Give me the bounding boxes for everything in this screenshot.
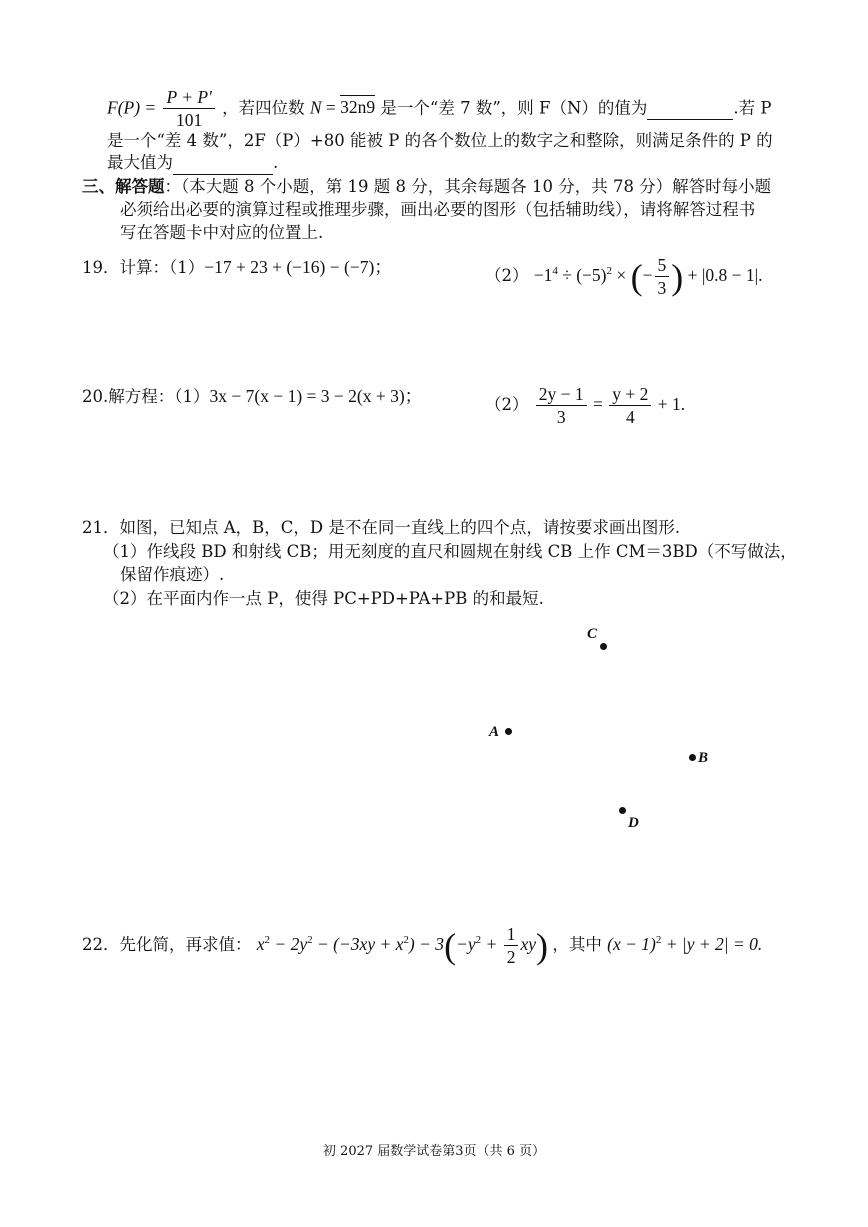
q19-expr1: −17 + 23 + (−16) − (−7)；: [204, 257, 392, 277]
q18-formula-line: [107, 88, 772, 130]
q20-expr2: [534, 384, 686, 428]
q19-term-d: + |0.8 − 1|.: [683, 264, 763, 285]
left-paren: (: [630, 256, 643, 297]
q22-cond-label: ，其中: [552, 934, 602, 954]
q18-text-a: ，若四位数: [222, 98, 305, 118]
n-digits: 32n9: [340, 97, 376, 118]
q22-expr: [256, 924, 553, 968]
section3-line1-rest: ：（本大题 8 个小题，第 19 题 8 分，其余每题各 10 分，共 78 分）解答时每小题: [164, 177, 772, 196]
q20-label: 20.解方程：（1）: [82, 387, 210, 406]
q22-term-d: ) − 3: [408, 933, 445, 954]
q22-exp-c: 2: [403, 934, 409, 947]
page-footer: 初 2027 届数学试卷第3页（共 6 页）: [322, 1144, 546, 1159]
q20-part2-label: （2）: [485, 394, 529, 414]
point-d: [619, 807, 626, 814]
q20-expr1: 3x − 7(x − 1) = 3 − 2(x + 3)；: [209, 386, 423, 406]
f-of-p: F(P) =: [107, 97, 157, 118]
q19-times: ×: [612, 264, 631, 285]
q20-fraction-1: [536, 385, 587, 427]
q22-label: 22．先化简，再求值：: [82, 934, 252, 954]
q18-line3-text: 最大值为: [107, 153, 173, 172]
section3-line3: 写在答题卡中对应的位置上.: [120, 223, 324, 242]
fraction-numerator: 5: [655, 256, 670, 277]
q20-tail: + 1.: [653, 393, 686, 414]
q19-label: 19．计算：（1）: [82, 258, 205, 277]
right-paren: ): [536, 925, 548, 966]
q19-exp-a: 4: [552, 265, 558, 278]
n-variable: N: [309, 97, 322, 118]
q22-fraction: [504, 925, 519, 967]
point-b: [689, 754, 696, 761]
point-c: [600, 643, 607, 650]
q19-part2-label: （2）: [485, 265, 529, 285]
right-paren: ): [671, 256, 684, 297]
q22-condition: [607, 934, 762, 954]
q20-fraction-2: [609, 385, 651, 427]
q19-exp-b: 2: [606, 265, 613, 278]
point-d-label: D: [628, 815, 639, 831]
q18-line2: 是一个“差 4 数”，2F（P）+80 能被 P 的各个数位上的数字之和整除，则满足条件的 P 的: [107, 131, 773, 150]
q21-line1: 21．如图，已知点 A，B，C，D 是不在同一直线上的四个点，请按要求画出图形.: [82, 518, 681, 537]
q22-term-g: xy: [520, 933, 536, 954]
q22-cond-a: (x − 1): [607, 933, 656, 954]
fraction-denominator: 3: [657, 278, 667, 299]
q18-line3-end: .: [273, 153, 279, 172]
answer-blank-1: [647, 97, 733, 120]
section3-line2: 必须给出必要的演算过程或推理步骤，画出必要的图形（包括辅助线），请将解答过程书: [120, 200, 756, 219]
q21-line3: 保留作痕迹）.: [120, 565, 225, 584]
q22-term-b: − 2y: [270, 933, 308, 954]
section3-heading: 三、解答题: [82, 177, 165, 196]
fraction-numerator: P + P': [163, 88, 214, 109]
point-b-label: B: [698, 750, 709, 766]
answer-blank-2: [173, 152, 273, 175]
q20-equals: =: [588, 393, 608, 414]
q21-line4: （2）在平面内作一点 P，使得 PC+PD+PA+PB 的和最短.: [103, 589, 544, 608]
q22-term-c: − (−3xy + x: [312, 933, 404, 954]
point-a: [505, 728, 512, 735]
q18-line3: [107, 152, 278, 175]
point-a-label: A: [489, 724, 500, 740]
q22-plus: +: [481, 933, 502, 954]
section3-line1: [82, 176, 771, 198]
q22-cond-b: + |y + 2| = 0.: [661, 933, 763, 954]
q20-part1: [82, 385, 422, 408]
q19-fraction: [655, 256, 670, 298]
q22-term-a: x: [256, 933, 265, 954]
q22-exp-a: 2: [264, 934, 271, 947]
q18-text-c: .若 P: [733, 98, 772, 118]
n-equals: =: [321, 97, 341, 118]
point-c-label: C: [587, 626, 598, 642]
q19-part1: [82, 256, 392, 279]
q22-line: [82, 925, 762, 967]
q22-cond-exp: 2: [655, 934, 662, 947]
q22-exp-e: 2: [475, 934, 482, 947]
fraction-numerator: y + 2: [609, 385, 651, 406]
q19-part2: [485, 256, 763, 298]
fraction-denominator: 101: [176, 110, 203, 131]
fraction-denominator: 3: [556, 407, 566, 428]
left-paren: (: [444, 925, 457, 966]
q18-text-b: 是一个“差 7 数”，则 F（N）的值为: [380, 98, 648, 118]
q21-line2: （1）作线段 BD 和射线 CB；用无刻度的直尺和圆规在射线 CB 上作 CM＝3BD（不写做法，: [103, 542, 797, 561]
q22-exp-b: 2: [307, 934, 313, 947]
q19-term-a: −1: [533, 264, 553, 285]
fraction-numerator: 2y − 1: [536, 385, 587, 406]
fraction-denominator: 4: [625, 407, 635, 428]
q20-part2: [485, 385, 685, 427]
q19-minus: −: [642, 264, 653, 285]
q19-expr2: [533, 255, 763, 299]
q19-term-b: ÷ (−5): [557, 264, 607, 285]
f-of-p-fraction: [163, 88, 214, 130]
fraction-denominator: 2: [506, 947, 516, 968]
fraction-numerator: 1: [504, 925, 519, 946]
q22-term-e: −y: [456, 933, 476, 954]
